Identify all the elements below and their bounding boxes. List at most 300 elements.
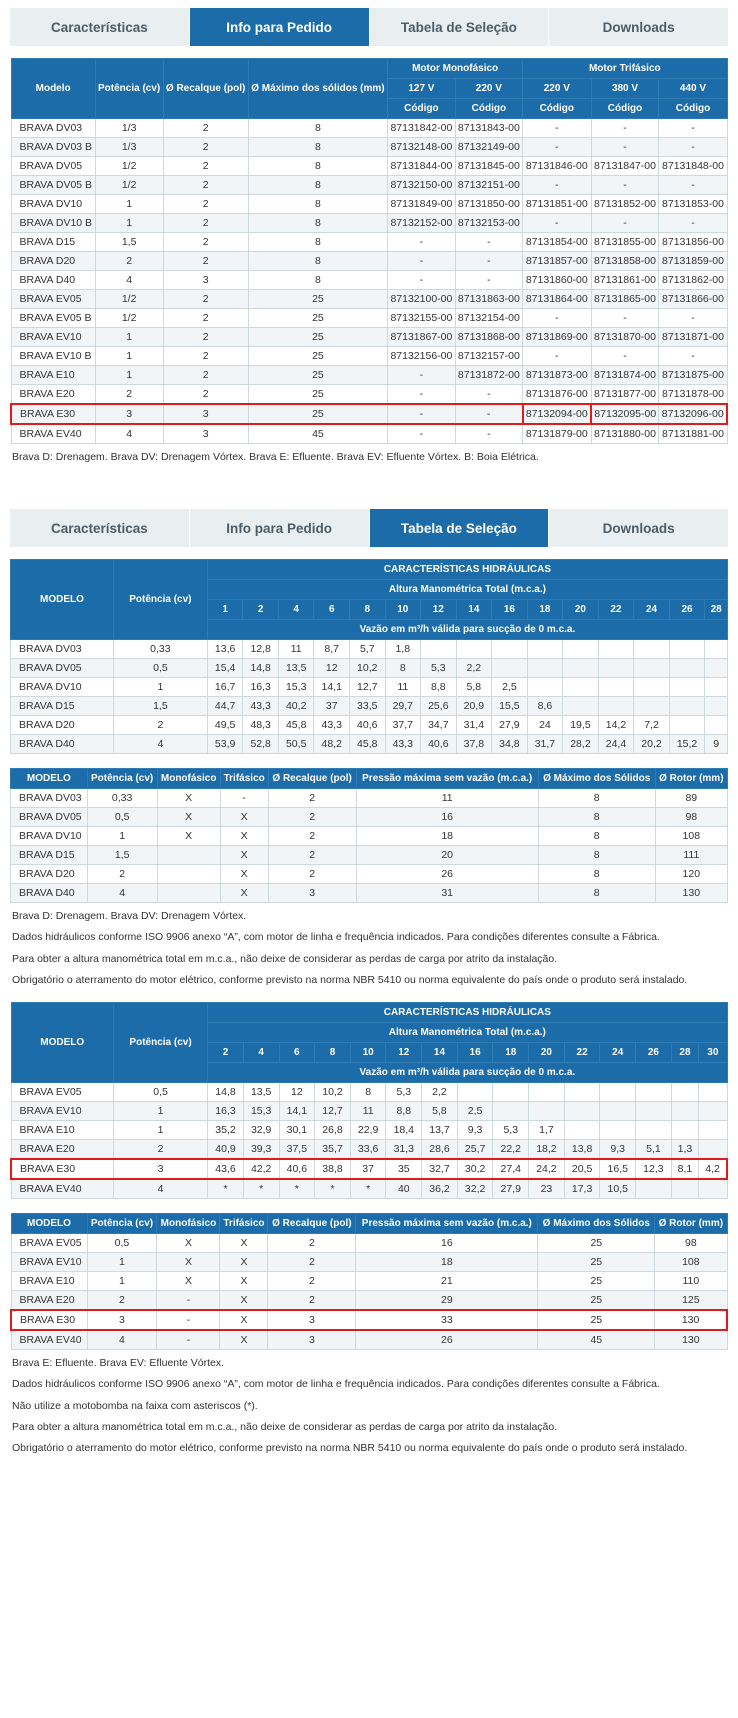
cell-vazao: 10,2 — [349, 659, 385, 678]
table-row — [11, 366, 727, 385]
cell-vazao — [636, 1102, 672, 1121]
cell-vazao: 48,2 — [314, 735, 350, 754]
cell-mono: X — [157, 808, 220, 827]
cell-vazao: 12,7 — [315, 1102, 351, 1121]
cell-rec: 2 — [163, 366, 248, 385]
cell-rec: 3 — [163, 271, 248, 290]
col-1: Potência (cv) — [87, 769, 157, 789]
cell-vazao: 48,3 — [243, 716, 279, 735]
cell-pmax: 18 — [356, 1253, 538, 1272]
col-mca-10: 10 — [385, 600, 421, 620]
cell-vazao: 16,7 — [207, 678, 243, 697]
cell-vazao — [493, 1102, 529, 1121]
cell-c127: - — [388, 404, 455, 424]
cell-potencia: 1 — [113, 1102, 207, 1121]
cell-c220t: 87131846-00 — [523, 157, 591, 176]
cell-vazao: 40 — [386, 1179, 422, 1199]
cell-vazao: 15,2 — [669, 735, 705, 754]
cell-c220t: - — [523, 214, 591, 233]
cell-modelo: BRAVA DV03 — [11, 640, 114, 659]
cell-vazao: 37,5 — [279, 1140, 315, 1160]
cell-c440: - — [659, 214, 727, 233]
table-row — [11, 808, 728, 827]
cell-pmax: 16 — [356, 1234, 538, 1253]
cell-vazao: 28,2 — [563, 735, 599, 754]
cell-vazao: 31,4 — [456, 716, 492, 735]
col-mca-4: 4 — [278, 600, 314, 620]
cell-potencia: 4 — [113, 1179, 207, 1199]
cell-modelo: BRAVA EV40 — [11, 1330, 87, 1350]
cell-vazao: 43,6 — [208, 1159, 244, 1179]
cell-vazao: 14,1 — [314, 678, 350, 697]
cell-pot: 2 — [87, 865, 157, 884]
cell-mono: X — [157, 1272, 220, 1291]
tab-tabela-de-sele-o[interactable]: Tabela de Seleção — [370, 509, 550, 547]
cell-c127: 87131844-00 — [388, 157, 455, 176]
table-row — [11, 1310, 727, 1330]
tab-tabela-de-sele-o[interactable]: Tabela de Seleção — [370, 8, 550, 46]
cell-c220t: 87131876-00 — [523, 385, 591, 405]
cell-rotor: 108 — [655, 1253, 727, 1272]
cell-vazao — [699, 1102, 727, 1121]
col-mca-16: 16 — [492, 600, 528, 620]
cell-vazao: 5,8 — [456, 678, 492, 697]
cell-vazao: 37,7 — [385, 716, 421, 735]
cell-potencia: 3 — [113, 1159, 207, 1179]
table-row — [11, 214, 727, 233]
cell-vazao: 38,8 — [315, 1159, 351, 1179]
cell-mono: - — [157, 1310, 220, 1330]
cell-tri: X — [220, 1310, 268, 1330]
cell-rotor: 98 — [655, 1234, 727, 1253]
cell-vazao: 26,8 — [315, 1121, 351, 1140]
cell-vazao: 53,9 — [207, 735, 243, 754]
table-row — [11, 1102, 727, 1121]
cell-vazao — [699, 1083, 727, 1102]
cell-vazao — [669, 678, 705, 697]
table-row — [11, 385, 727, 405]
col-mca-12: 12 — [421, 600, 457, 620]
col-modelo: Modelo — [11, 59, 95, 119]
col-mca-18: 18 — [527, 600, 563, 620]
cell-c220m: - — [455, 385, 522, 405]
order-footnote: Brava D: Drenagem. Brava DV: Drenagem Vórtex. Brava E: Efluente. Brava EV: Efluente Vórtex. B: Boia Elétrica. — [12, 451, 539, 463]
table-row — [11, 1330, 727, 1350]
hydraulic-drainage-section — [10, 559, 728, 754]
tabs-tabela-selecao[interactable] — [10, 509, 728, 547]
cell-modelo: BRAVA E30 — [11, 404, 95, 424]
cell-modelo: BRAVA DV10 — [11, 678, 114, 697]
cell-rec: 3 — [163, 404, 248, 424]
cell-vazao: 12 — [279, 1083, 315, 1102]
cell-rec: 2 — [163, 119, 248, 138]
tab-info-para-pedido[interactable]: Info para Pedido — [190, 509, 370, 547]
cell-c220t: 87131854-00 — [523, 233, 591, 252]
cell-vazao: 14,1 — [279, 1102, 315, 1121]
cell-modelo: BRAVA E20 — [11, 1291, 87, 1311]
table-row — [11, 138, 727, 157]
cell-pmax: 20 — [356, 846, 538, 865]
cell-c127: - — [388, 252, 455, 271]
table-row — [11, 789, 728, 808]
cell-pot: 4 — [87, 1330, 157, 1350]
cell-vazao: 34,8 — [492, 735, 528, 754]
cell-rec: 2 — [163, 309, 248, 328]
cell-modelo: BRAVA EV10 — [11, 1253, 87, 1272]
cell-vazao: 14,8 — [208, 1083, 244, 1102]
table-row — [11, 404, 727, 424]
cell-mono: X — [157, 1234, 220, 1253]
cell-mono: X — [157, 789, 220, 808]
cell-vazao — [600, 1083, 636, 1102]
cell-tri: X — [220, 865, 268, 884]
cell-vazao: * — [208, 1179, 244, 1199]
cell-tri: X — [220, 846, 268, 865]
table-row — [11, 328, 727, 347]
cell-vazao: 40,9 — [208, 1140, 244, 1160]
cell-c127: 87132100-00 — [388, 290, 455, 309]
cell-c127: 87131849-00 — [388, 195, 455, 214]
cell-vazao — [493, 1083, 529, 1102]
cell-vazao: 8,8 — [386, 1102, 422, 1121]
cell-c220m: 87131863-00 — [455, 290, 522, 309]
cell-rec: 2 — [268, 846, 356, 865]
tab-caracter-sticas[interactable]: Características — [10, 8, 190, 46]
table-row — [11, 659, 728, 678]
cell-sol: 8 — [538, 884, 655, 903]
cell-c440: - — [659, 347, 727, 366]
cell-c220t: - — [523, 347, 591, 366]
cell-vazao: 24,2 — [529, 1159, 565, 1179]
cell-vazao: 12 — [314, 659, 350, 678]
table-row — [11, 157, 727, 176]
cell-c380: 87131847-00 — [591, 157, 659, 176]
cell-vazao — [671, 1083, 698, 1102]
cell-vazao: 10,2 — [315, 1083, 351, 1102]
cell-pmax: 11 — [356, 789, 538, 808]
cell-modelo: BRAVA D20 — [11, 865, 88, 884]
cell-c220m: 87131872-00 — [455, 366, 522, 385]
note-line: Brava D: Drenagem. Brava DV: Drenagem Vórtex. — [12, 910, 247, 923]
cell-vazao: 43,3 — [385, 735, 421, 754]
cell-tri: X — [220, 884, 268, 903]
cell-rec: 2 — [268, 789, 356, 808]
col-5: Pressão máxima sem vazão (m.c.a.) — [356, 769, 538, 789]
cell-pot: 4 — [87, 884, 157, 903]
cell-vazao: 12,7 — [349, 678, 385, 697]
cell-pmax: 18 — [356, 827, 538, 846]
cell-vazao: 16,3 — [243, 678, 279, 697]
tab-downloads[interactable]: Downloads — [549, 8, 728, 46]
cell-c440: 87131875-00 — [659, 366, 727, 385]
hydraulic-effluent-table — [10, 1002, 728, 1199]
cell-rotor: 130 — [655, 884, 727, 903]
note-line: Dados hidráulicos conforme ISO 9906 anexo “A”, com motor de linha e frequência indicados. Para condições diferentes consulte a Fábrica. — [12, 931, 660, 944]
cell-sol: 25 — [248, 385, 387, 405]
cell-sol: 45 — [248, 424, 387, 444]
cell-vazao: 33,6 — [350, 1140, 386, 1160]
cell-rec: 2 — [163, 252, 248, 271]
cell-rec: 3 — [268, 884, 356, 903]
cell-modelo: BRAVA EV10 — [11, 1102, 113, 1121]
cell-rec: 2 — [163, 347, 248, 366]
col-recalque: Ø Recalque (pol) — [163, 59, 248, 119]
cell-modelo: BRAVA EV10 — [11, 328, 95, 347]
cell-vazao — [669, 716, 705, 735]
col-mca-20: 20 — [563, 600, 599, 620]
col-mca-30: 30 — [699, 1043, 727, 1063]
cell-vazao: 2,5 — [492, 678, 528, 697]
col-4: Ø Recalque (pol) — [268, 1214, 356, 1234]
col-2: Monofásico — [157, 769, 220, 789]
cell-c220t: 87131851-00 — [523, 195, 591, 214]
tab-info-para-pedido[interactable]: Info para Pedido — [190, 8, 370, 46]
cell-vazao — [671, 1179, 698, 1199]
note-line: Não utilize a motobomba na faixa com asteriscos (*). — [12, 1399, 258, 1412]
col-220v-tri: 220 V — [523, 79, 591, 99]
product-tables-page — [0, 8, 738, 1456]
cell-sol: 25 — [538, 1291, 655, 1311]
cell-c380: 87131874-00 — [591, 366, 659, 385]
cell-modelo: BRAVA DV10 B — [11, 214, 95, 233]
cell-vazao: 24 — [527, 716, 563, 735]
cell-vazao: 22,2 — [493, 1140, 529, 1160]
cell-vazao — [699, 1140, 727, 1160]
cell-modelo: BRAVA DV05 — [11, 157, 95, 176]
cell-rec: 2 — [163, 138, 248, 157]
col-potencia: Potência (cv) — [95, 59, 163, 119]
cell-potencia: 1,5 — [113, 697, 207, 716]
table-row — [11, 865, 728, 884]
spec-effluent-notes — [10, 1356, 728, 1456]
cell-vazao — [563, 659, 599, 678]
col-mca-2: 2 — [243, 600, 279, 620]
col-7: Ø Rotor (mm) — [655, 769, 727, 789]
cell-vazao: 16,5 — [600, 1159, 636, 1179]
cell-c440: 87131848-00 — [659, 157, 727, 176]
cell-mono — [157, 846, 220, 865]
col-mca-28: 28 — [671, 1043, 698, 1063]
cell-rec: 2 — [163, 290, 248, 309]
cell-pot: 1 — [95, 347, 163, 366]
col-codigo-220m: Código — [455, 99, 522, 119]
cell-sol: 25 — [538, 1253, 655, 1272]
cell-vazao — [598, 640, 634, 659]
cell-vazao — [600, 1121, 636, 1140]
cell-rotor: 89 — [655, 789, 727, 808]
cell-vazao — [699, 1179, 727, 1199]
cell-tri: X — [220, 1330, 268, 1350]
cell-vazao: 49,5 — [207, 716, 243, 735]
table-row — [11, 1291, 727, 1311]
cell-c380: - — [591, 309, 659, 328]
cell-c380: 87132095-00 — [591, 404, 659, 424]
cell-modelo: BRAVA EV05 B — [11, 309, 95, 328]
cell-modelo: BRAVA D15 — [11, 697, 114, 716]
tab-downloads[interactable]: Downloads — [549, 509, 728, 547]
cell-vazao — [457, 1083, 493, 1102]
cell-c440: 87132096-00 — [659, 404, 727, 424]
cell-rec: 2 — [163, 195, 248, 214]
cell-pot: 1/2 — [95, 309, 163, 328]
cell-modelo: BRAVA E10 — [11, 366, 95, 385]
cell-vazao — [563, 640, 599, 659]
cell-c380: 87131858-00 — [591, 252, 659, 271]
cell-vazao — [705, 697, 728, 716]
cell-mono: X — [157, 1253, 220, 1272]
cell-c440: 87131859-00 — [659, 252, 727, 271]
col-0: MODELO — [11, 1214, 87, 1234]
table-row — [11, 290, 727, 309]
cell-vazao — [636, 1179, 672, 1199]
cell-vazao: 8,6 — [527, 697, 563, 716]
cell-pot: 1/2 — [95, 176, 163, 195]
col-mca-14: 14 — [456, 600, 492, 620]
cell-vazao: 11 — [385, 678, 421, 697]
table-row — [11, 1121, 727, 1140]
cell-vazao: 36,2 — [422, 1179, 458, 1199]
cell-sol: 8 — [248, 176, 387, 195]
cell-vazao: 8 — [385, 659, 421, 678]
col-0: MODELO — [11, 769, 88, 789]
cell-vazao: 15,4 — [207, 659, 243, 678]
cell-vazao: 13,7 — [422, 1121, 458, 1140]
cell-vazao: 23 — [529, 1179, 565, 1199]
tab-caracter-sticas[interactable]: Características — [10, 509, 190, 547]
cell-pmax: 29 — [356, 1291, 538, 1311]
col-mca-28: 28 — [705, 600, 728, 620]
table-row — [11, 347, 727, 366]
col-220v-mono: 220 V — [455, 79, 522, 99]
cell-vazao: 8,1 — [671, 1159, 698, 1179]
col-1: Potência (cv) — [87, 1214, 157, 1234]
cell-c440: - — [659, 309, 727, 328]
cell-c440: - — [659, 138, 727, 157]
cell-sol: 8 — [538, 827, 655, 846]
cell-sol: 25 — [538, 1234, 655, 1253]
cell-rotor: 111 — [655, 846, 727, 865]
cell-pot: 0,5 — [87, 808, 157, 827]
cell-vazao: 14,8 — [243, 659, 279, 678]
cell-sol: 8 — [248, 195, 387, 214]
cell-potencia: 0,5 — [113, 659, 207, 678]
cell-vazao: 9,3 — [457, 1121, 493, 1140]
cell-pot: 3 — [87, 1310, 157, 1330]
cell-pot: 4 — [95, 424, 163, 444]
cell-vazao — [705, 659, 728, 678]
cell-pot: 1/2 — [95, 290, 163, 309]
cell-modelo: BRAVA DV05 — [11, 659, 114, 678]
cell-c220m: 87131850-00 — [455, 195, 522, 214]
note-line: Brava E: Efluente. Brava EV: Efluente Vórtex. — [12, 1357, 225, 1370]
col-codigo-380: Código — [591, 99, 659, 119]
cell-vazao: 17,3 — [564, 1179, 600, 1199]
cell-sol: 8 — [248, 157, 387, 176]
cell-vazao: 15,3 — [278, 678, 314, 697]
col-mca-16: 16 — [457, 1043, 493, 1063]
table-row — [11, 1253, 727, 1272]
cell-c220m: 87131868-00 — [455, 328, 522, 347]
cell-c220m: 87132157-00 — [455, 347, 522, 366]
tabs-info-pedido[interactable] — [10, 8, 728, 46]
cell-vazao — [527, 640, 563, 659]
note-line: Obrigatório o aterramento do motor elétrico, conforme previsto na norma NBR 5410 ou norma equivalente do país onde o produto será instalado. — [12, 1441, 688, 1454]
cell-tri: X — [220, 808, 268, 827]
cell-vazao: 40,2 — [278, 697, 314, 716]
cell-c220t: - — [523, 176, 591, 195]
cell-c220t: 87131879-00 — [523, 424, 591, 444]
cell-vazao: 13,8 — [564, 1140, 600, 1160]
cell-modelo: BRAVA D40 — [11, 735, 114, 754]
cell-modelo: BRAVA E20 — [11, 385, 95, 405]
spec-drainage-table — [10, 768, 728, 903]
cell-vazao: 32,2 — [457, 1179, 493, 1199]
cell-c220m: - — [455, 252, 522, 271]
cell-rec: 2 — [268, 808, 356, 827]
cell-vazao: 7,2 — [634, 716, 670, 735]
cell-rec: 2 — [163, 328, 248, 347]
col-altura-manometrica: Altura Manométrica Total (m.c.a.) — [207, 580, 727, 600]
cell-vazao: 35,2 — [208, 1121, 244, 1140]
cell-pmax: 33 — [356, 1310, 538, 1330]
table-row — [11, 176, 727, 195]
cell-vazao: 28,6 — [422, 1140, 458, 1160]
cell-sol: 8 — [248, 214, 387, 233]
cell-sol: 25 — [248, 290, 387, 309]
col-7: Ø Rotor (mm) — [655, 1214, 727, 1234]
cell-vazao: 43,3 — [243, 697, 279, 716]
cell-modelo: BRAVA D15 — [11, 233, 95, 252]
cell-vazao: 15,5 — [492, 697, 528, 716]
cell-vazao — [671, 1121, 698, 1140]
cell-c440: 87131881-00 — [659, 424, 727, 444]
cell-vazao — [669, 640, 705, 659]
cell-vazao: 9,3 — [600, 1140, 636, 1160]
cell-rec: 2 — [268, 1272, 356, 1291]
cell-c380: 87131855-00 — [591, 233, 659, 252]
cell-rotor: 98 — [655, 808, 727, 827]
cell-c220t: - — [523, 138, 591, 157]
cell-pot: 1,5 — [87, 846, 157, 865]
cell-c127: - — [388, 233, 455, 252]
cell-vazao: 14,2 — [598, 716, 634, 735]
cell-c220t: 87131864-00 — [523, 290, 591, 309]
cell-c220t: - — [523, 119, 591, 138]
col-motor-monofasico: Motor Monofásico — [388, 59, 523, 79]
cell-sol: 25 — [248, 404, 387, 424]
cell-rotor: 130 — [655, 1330, 727, 1350]
cell-pot: 1 — [95, 328, 163, 347]
col-3: Trifásico — [220, 769, 268, 789]
col-potencia: Potência (cv) — [113, 560, 207, 640]
cell-rotor: 108 — [655, 827, 727, 846]
col-5: Pressão máxima sem vazão (m.c.a.) — [356, 1214, 538, 1234]
col-potencia: Potência (cv) — [113, 1003, 207, 1083]
cell-pot: 1/3 — [95, 138, 163, 157]
cell-mono — [157, 865, 220, 884]
cell-c380: - — [591, 214, 659, 233]
col-mca-2: 2 — [208, 1043, 244, 1063]
col-440v: 440 V — [659, 79, 727, 99]
note-line: Dados hidráulicos conforme ISO 9906 anexo “A”, com motor de linha e frequência indicados. Para condições diferentes consulte a Fábrica. — [12, 1378, 660, 1391]
cell-vazao: 35 — [386, 1159, 422, 1179]
cell-vazao: 13,5 — [278, 659, 314, 678]
cell-modelo: BRAVA EV40 — [11, 424, 95, 444]
cell-vazao: 8 — [350, 1083, 386, 1102]
cell-c440: 87131871-00 — [659, 328, 727, 347]
cell-rec: 2 — [163, 157, 248, 176]
cell-vazao: 50,5 — [278, 735, 314, 754]
